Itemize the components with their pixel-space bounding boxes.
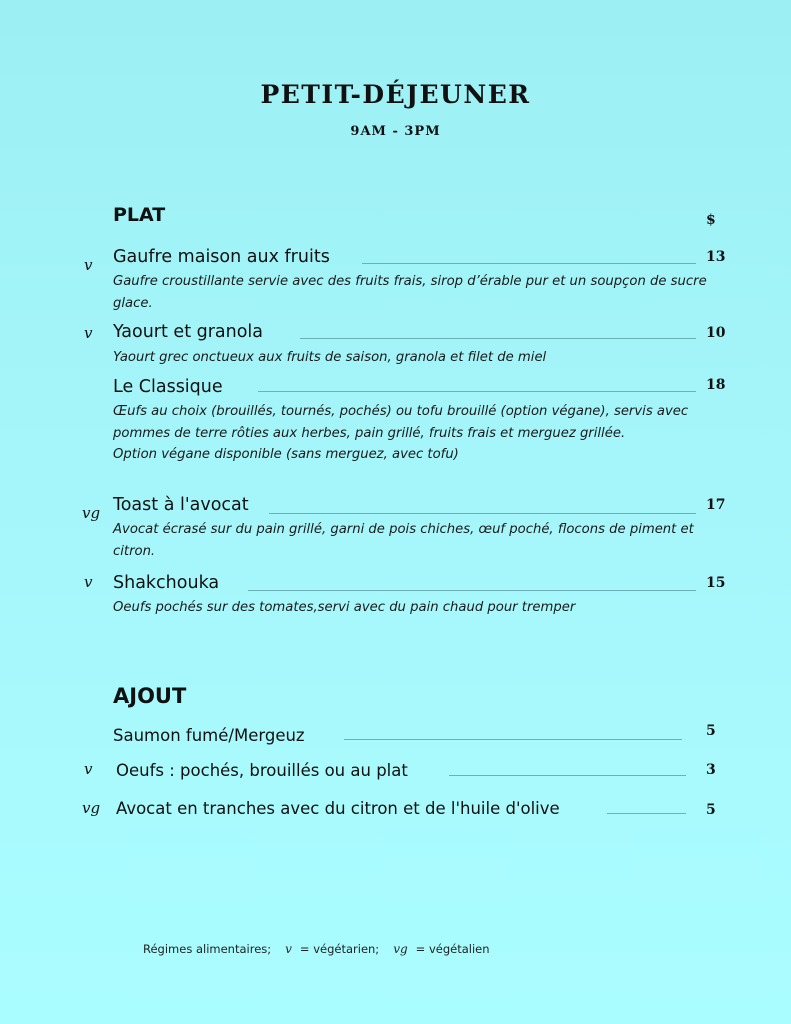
description-line: Oeufs pochés sur des tomates,servi avec du pain chaud pour tremper [113,600,576,615]
legend-label: Régimes alimentaires; [143,942,272,956]
section-heading-plat: PLAT [113,204,166,226]
menu-item-name: Le Classique [113,377,223,397]
section-heading-ajout: AJOUT [113,684,187,708]
menu-item-description [113,271,713,314]
leader-line [449,775,686,776]
description-line: Gaufre croustillante servie avec des fruits frais, sirop d’érable pur et un soupçon de sucre glace. [113,274,707,311]
service-hours: 9AM - 3PM [350,124,441,139]
addon-item-price: 5 [706,802,716,818]
dietary-legend [143,942,490,956]
leader-line [607,813,686,814]
description-line: Option végane disponible (sans merguez, avec tofu) [113,447,459,462]
description-line: Œufs au choix (brouillés, tournés, pochés) ou tofu brouillé (option végane), servis avec pommes de terre rôties aux herbes, pain grillé, fruits frais et merguez grillée. [113,404,689,441]
page-title: PETIT-DÉJEUNER [260,80,531,109]
addon-item-name: Oeufs : pochés, brouillés ou au plat [116,761,408,780]
menu-item-price: 18 [706,377,726,393]
description-line: Avocat écrasé sur du pain grillé, garni de pois chiches, œuf poché, flocons de piment et citron. [113,522,694,559]
menu-item-name: Shakchouka [113,573,220,593]
vegan-symbol: vg [393,942,408,956]
menu-item-name: Gaufre maison aux fruits [113,247,330,267]
menu-item-price: 15 [706,575,726,591]
menu-item-price: 10 [706,325,726,341]
leader-line [344,739,682,740]
vegan-tag: vg [82,504,101,522]
menu-item-name: Toast à l'avocat [113,495,249,515]
vegetarian-tag: v [84,324,93,342]
vegetarian-tag: v [84,256,93,274]
addon-item-price: 3 [706,762,716,778]
legend-vegetarian-text: = végétarien; [299,942,380,956]
addon-item-price: 5 [706,723,716,739]
legend-vegan-text: = végétalien [415,942,490,956]
menu-item-price: 13 [706,249,726,265]
currency-label: $ [706,212,716,228]
leader-line [269,513,696,514]
vegetarian-tag: v [84,573,93,591]
addon-item-name: Avocat en tranches avec du citron et de l'huile d'olive [116,799,560,818]
vegetarian-tag: v [84,760,93,778]
leader-line [258,391,696,392]
leader-line [362,263,696,264]
addon-item-name: Saumon fumé/Mergeuz [113,726,305,745]
leader-line [300,338,696,339]
menu-item-description [113,597,713,619]
vegan-tag: vg [82,799,101,817]
leader-line [248,590,696,591]
description-line: Yaourt grec onctueux aux fruits de saison, granola et filet de miel [113,350,547,365]
vegetarian-symbol: v [285,942,292,956]
menu-item-description [113,401,713,466]
menu-item-name: Yaourt et granola [113,322,264,342]
menu-item-price: 17 [706,497,726,513]
menu-item-description [113,519,713,562]
menu-item-description [113,347,713,369]
